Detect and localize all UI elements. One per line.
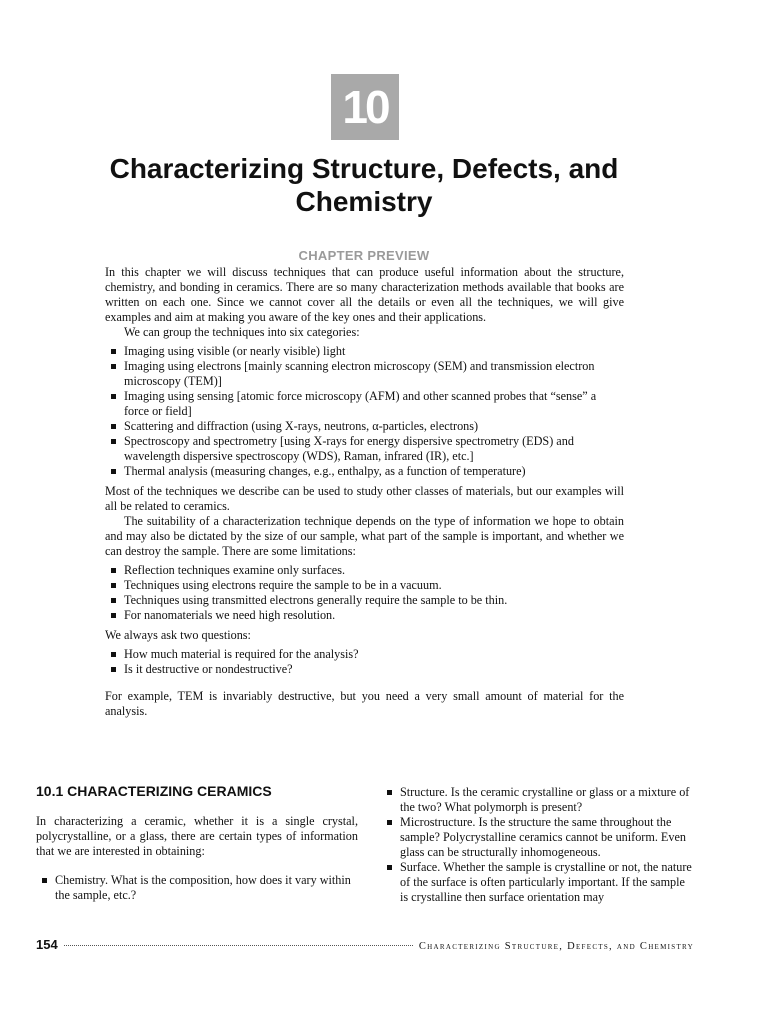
information-types-list-continued [381,785,694,905]
chapter-number: 10 [342,81,388,133]
preview-intro-paragraph: In this chapter we will discuss techniques that can produce useful information about the structure, chemistry, and bonding in ceramics. There are so many characterization methods available that books are written on each one. Since we cannot cover all the details or even all the techniques, we will give examples and aim at making you aware of the key ones and their applications. [105,265,624,324]
running-head: Characterizing Structure, Defects, and Chemistry [418,941,694,952]
preview-questions-intro: We always ask two questions: [105,628,251,642]
chapter-preview-heading: CHAPTER PREVIEW [298,248,430,263]
list-item: How much material is required for the analysis? [105,647,624,662]
preview-closing-paragraph: For example, TEM is invariably destructive, but you need a very small amount of material for the analysis. [105,689,624,718]
list-item: Imaging using sensing [atomic force microscopy (AFM) and other scanned probes that “sense” a force or field] [105,389,624,419]
list-item: For nanomaterials we need high resolution. [105,608,624,623]
list-item: Microstructure. Is the structure the same throughout the sample? Polycrystalline ceramics cannot be uniform. Even glass can be structurally inhomogeneous. [381,815,694,860]
preview-suitability-paragraph: The suitability of a characterization technique depends on the type of information we hope to obtain and may also be dictated by the size of our sample, what part of the sample is important, and whether we can destroy the sample. There are some limitations: [105,514,624,558]
list-item: Chemistry. What is the composition, how does it vary within the sample, etc.? [36,873,358,903]
page-footer [36,937,694,952]
preview-classes-paragraph: Most of the techniques we describe can be used to study other classes of materials, but our examples will all be related to ceramics. [105,484,624,513]
list-item: Techniques using electrons require the sample to be in a vacuum. [105,578,624,593]
questions-list [105,647,624,677]
preview-group-intro: We can group the techniques into six categories: [124,325,360,339]
list-item: Imaging using visible (or nearly visible) light [105,344,624,359]
list-item: Thermal analysis (measuring changes, e.g., enthalpy, as a function of temperature) [105,464,624,479]
information-types-list [36,873,358,903]
technique-categories-list [105,344,624,479]
chapter-preview [105,265,624,719]
section-heading: 10.1 CHARACTERIZING CERAMICS [36,783,272,799]
chapter-title: Characterizing Structure, Defects, and Chemistry [109,153,619,217]
dotted-leader [64,945,413,946]
list-item: Surface. Whether the sample is crystalline or not, the nature of the surface is often particularly important. If the sample is crystalline then surface orientation may [381,860,694,905]
list-item: Reflection techniques examine only surfaces. [105,563,624,578]
limitations-list [105,563,624,623]
list-item: Imaging using electrons [mainly scanning electron microscopy (SEM) and transmission electron microscopy (TEM)] [105,359,624,389]
list-item: Techniques using transmitted electrons generally require the sample to be thin. [105,593,624,608]
list-item: Structure. Is the ceramic crystalline or glass or a mixture of the two? What polymorph is present? [381,785,694,815]
list-item: Scattering and diffraction (using X-rays, neutrons, α-particles, electrons) [105,419,624,434]
left-column [36,814,358,903]
list-item: Spectroscopy and spectrometry [using X-rays for energy dispersive spectrometry (EDS) and wavelength dispersive spectroscopy (WDS), Raman, infrared (IR), etc.] [105,434,624,464]
chapter-number-box [331,74,399,140]
section-intro-paragraph: In characterizing a ceramic, whether it is a single crystal, polycrystalline, or a glass, there are certain types of information that we are interested in obtaining: [36,814,358,858]
list-item: Is it destructive or nondestructive? [105,662,624,677]
right-column [381,785,694,905]
page-number: 154 [36,937,58,952]
